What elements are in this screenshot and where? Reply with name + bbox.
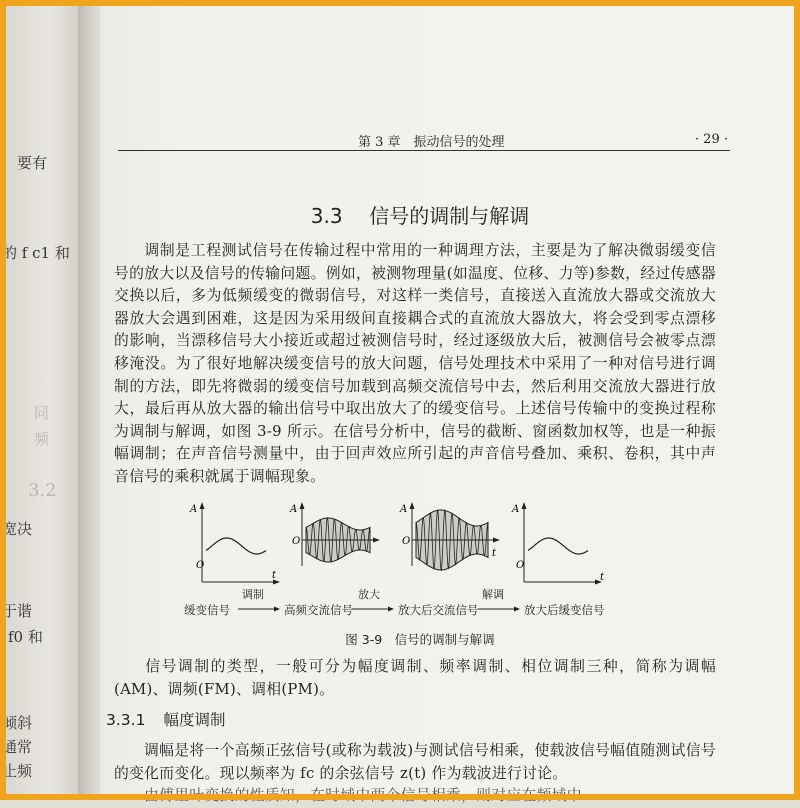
axis-x-label: t bbox=[600, 572, 605, 583]
subsection-title: 幅度调制 bbox=[163, 711, 226, 729]
left-fragment: 倾斜 bbox=[2, 714, 33, 732]
origin-label: O bbox=[516, 560, 525, 571]
left-fragment: 3.2 bbox=[28, 480, 57, 501]
flow-arrow bbox=[236, 604, 282, 614]
panel-amplified-carrier bbox=[400, 500, 500, 570]
left-page bbox=[0, 0, 84, 800]
left-fragment: 止频 bbox=[2, 762, 33, 780]
left-fragment: ，要有 bbox=[2, 154, 48, 172]
flow-label-output: 放大后缓变信号 bbox=[524, 603, 605, 617]
left-fragment: 同 bbox=[34, 404, 50, 422]
origin-label: O bbox=[402, 536, 411, 547]
axis-x-label: t bbox=[272, 570, 277, 581]
flow-control-modulate: 调制 bbox=[242, 588, 264, 601]
book-page bbox=[100, 0, 800, 804]
left-fragment: 频 bbox=[34, 430, 50, 448]
flow-control-demodulate: 解调 bbox=[482, 588, 504, 601]
flow-label-amplified: 放大后交流信号 bbox=[398, 603, 479, 617]
subsection-number: 3.3.1 bbox=[106, 711, 146, 729]
flow-arrow bbox=[476, 604, 522, 614]
axis-y-label: A bbox=[400, 504, 408, 515]
paragraph: 信号调制的类型，一般可分为幅度调制、频率调制、相位调制三种，简称为调幅(AM)、调频(FM)、调相(PM)。 bbox=[114, 658, 716, 698]
section-number: 3.3 bbox=[310, 204, 343, 228]
flow-label-carrier: 高频交流信号 bbox=[284, 603, 353, 617]
signal-flow bbox=[184, 590, 724, 620]
running-header bbox=[118, 128, 730, 151]
flow-label-slow: 缓变信号 bbox=[184, 603, 230, 617]
origin-label: O bbox=[196, 560, 205, 571]
left-fragment: 的 f c1 和 bbox=[2, 244, 70, 262]
axis-x-label: t bbox=[492, 548, 497, 559]
figure-caption: 图 3-9 信号的调制与解调 bbox=[345, 632, 495, 647]
axis-y-label: A bbox=[512, 504, 520, 515]
section-title-text: 信号的调制与解调 bbox=[369, 204, 530, 228]
panel-labels-left bbox=[192, 554, 302, 584]
panel-labels-right bbox=[516, 554, 636, 584]
section-title bbox=[100, 200, 740, 229]
paragraph: 由傅里叶变换的性质知，在时域中两个信号相乘，则对应在频域中 bbox=[144, 787, 582, 804]
axis-y-label: A bbox=[190, 504, 198, 515]
subsection-heading bbox=[106, 708, 225, 730]
origin-label: O bbox=[292, 536, 301, 547]
page-number: · 29 · bbox=[694, 132, 728, 147]
left-fragment: f0 和 bbox=[8, 628, 43, 646]
left-fragment: 于谐 bbox=[2, 602, 33, 620]
axis-y-label: A bbox=[290, 504, 298, 515]
paragraph: 调制是工程测试信号在传输过程中常用的一种调理方法，主要是为了解决微弱缓变信号的放大以及信号的传输问题。例如，被测物理量(如温度、位移、力等)参数，经过传感器交换以后，多为低频缓变的微弱信号，对这样一类信号，直接送入直流放大器或交流放大器放大会遇到困难，这是因为采用级间直接耦合式的直流放大器放大，将会受到零点漂移的影响，当漂移信号大小接近或超过被测信号时，经过逐级放大后，被测信号会被零点漂移淹没。为了很好地解决缓变信号的放大问题，信号处理技术中采用了一种对信号进行调制的方法，即先将微弱的缓变信号加载到高频交流信号中去，然后利用交流放大器进行放大，最后再从放大器的输出信号中取出放大了的缓变信号。上述信号传输中的变换过程称为调制与解调，如图 3-9 所示。在信号分析中，信号的截断、窗函数加权等，也是一种振幅调制；在声音信号测量中，由于回声效应所引起的声音信号叠加、乘积、卷积，其中声音信号的乘积就属于调幅现象。 bbox=[114, 242, 716, 485]
panel-carrier bbox=[290, 500, 380, 570]
chapter-title: 第 3 章 振动信号的处理 bbox=[358, 135, 505, 150]
left-fragment: 通常 bbox=[2, 738, 33, 756]
flow-arrow bbox=[350, 604, 396, 614]
paragraph: 调幅是将一个高频正弦信号(或称为载波)与测试信号相乘，使载波信号幅值随测试信号的变化而变化。现以频率为 fc 的余弦信号 z(t) 作为载波进行讨论。 bbox=[114, 742, 716, 782]
left-fragment: 宽决 bbox=[2, 520, 33, 538]
figure-3-9 bbox=[170, 500, 690, 650]
flow-control-amplify: 放大 bbox=[358, 588, 380, 601]
